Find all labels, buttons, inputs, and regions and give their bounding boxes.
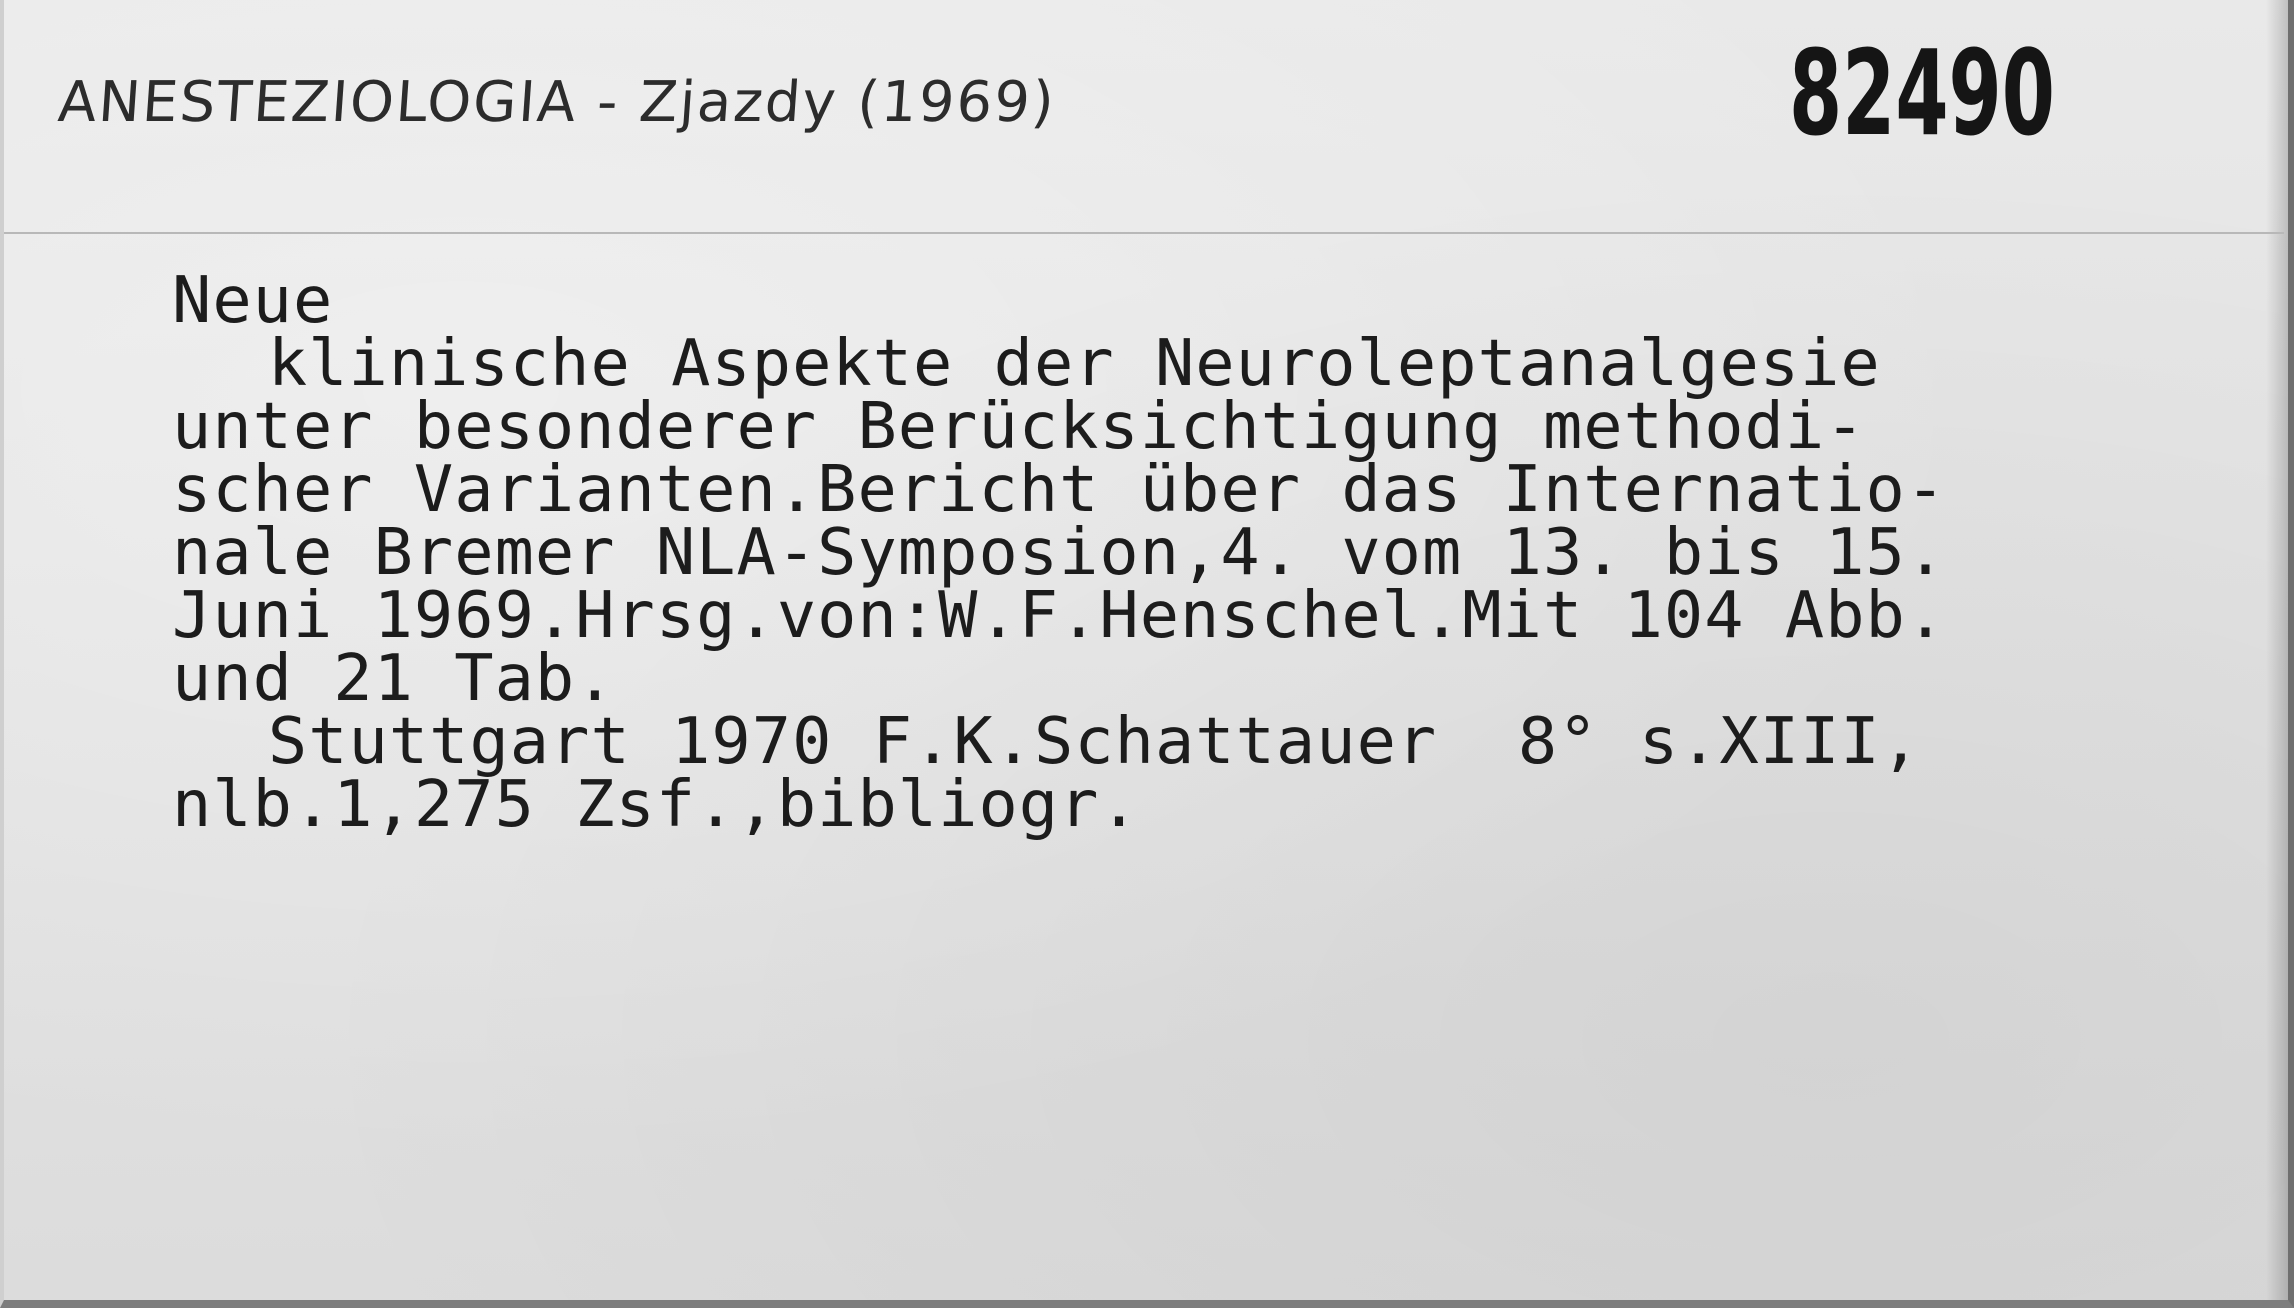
entry-line: Stuttgart 1970 F.K.Schattauer 8° s.XIII, (267, 705, 1922, 779)
entry-line: nlb.1,275 Zsf.,bibliogr. (172, 768, 1140, 842)
header-rule (4, 232, 2284, 234)
subject-heading: ANESTEZIOLOGIA - Zjazdy (1969) (56, 70, 1058, 135)
entry-line: und 21 Tab. (172, 642, 616, 716)
entry-line: scher Varianten.Bericht über das Internatio- (172, 453, 1947, 527)
bibliographic-entry (172, 264, 2294, 842)
entry-line: klinische Aspekte der Neuroleptanalgesie (267, 327, 1881, 401)
entry-line: Juni 1969.Hrsg.von:W.F.Henschel.Mit 104 Abb. (172, 579, 1947, 653)
entry-line: nale Bremer NLA-Symposion,4. vom 13. bis 15. (172, 516, 1947, 590)
entry-line: Neue (172, 264, 334, 338)
call-number: 82490 (1789, 24, 2055, 162)
entry-line: unter besonderer Berücksichtigung methodi- (172, 390, 1866, 464)
